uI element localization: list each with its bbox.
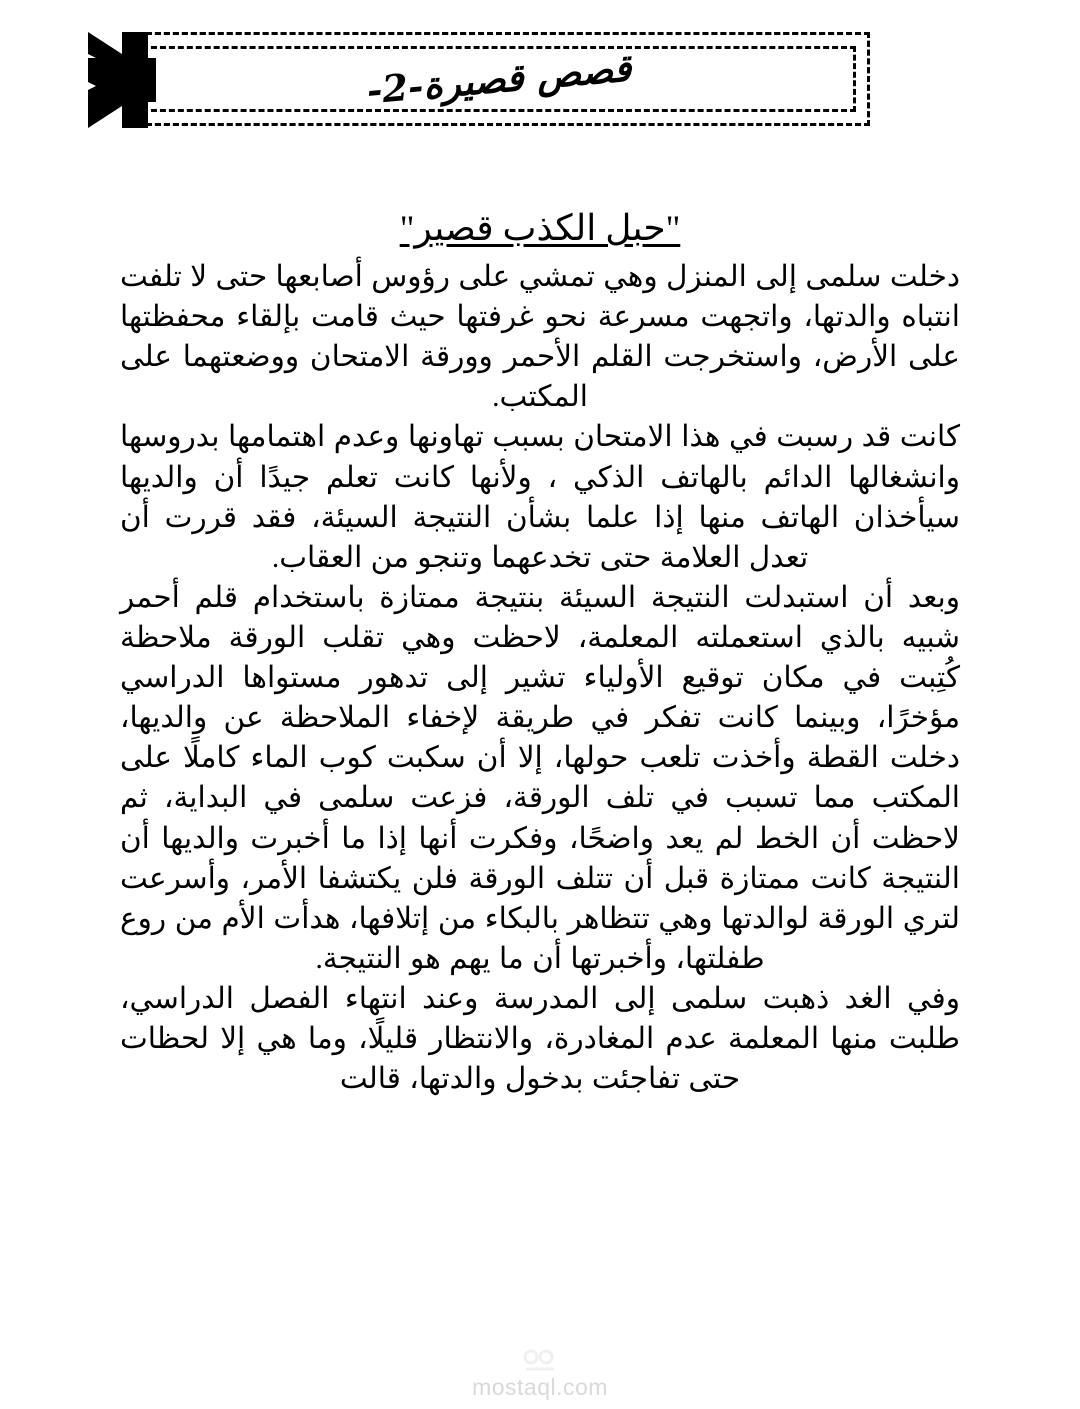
watermark-text: mostaql.com — [472, 1374, 608, 1400]
ribbon-bowtie-icon — [82, 28, 160, 132]
watermark — [0, 1347, 1080, 1401]
page-header — [0, 32, 1080, 142]
story-title-text: "حبل الكذب قصير" — [399, 208, 681, 248]
story-title — [120, 206, 960, 251]
paragraph: وفي الغد ذهبت سلمى إلى المدرسة وعند انتهاء الفصل الدراسي، طلبت منها المعلمة عدم المغادرة، والانتظار قليلًا، وما هي إلا لحظات حتى تفاجئت بدخول والدتها، قالت — [120, 982, 960, 1096]
mostaql-logo-icon — [520, 1347, 560, 1373]
header-frame-outer — [128, 32, 870, 126]
header-title: قصص قصيرة-2- — [364, 45, 634, 113]
paragraph: وبعد أن استبدلت النتيجة السيئة بنتيجة ممتازة باستخدام قلم أحمر شبيه بالذي استعملته المعلمة، لاحظت وهي تقلب الورقة ملاحظة كُتِبت في مكان توقيع الأولياء تشير إلى تدهور مستواها الدراسي مؤخرًا، وبينما كانت تفكر في طريقة لإخفاء الملاحظة عن والديها، دخلت القطة وأخذت تلعب حولها، إلا أن سكبت كوب الماء كاملًا على المكتب مما تسبب في تلف الورقة، فزعت سلمى في البداية، ثم لاحظت أن الخط لم يعد واضحًا، وفكرت أنها إذا ما أخبرت والديها أن النتيجة كانت ممتازة قبل أن تتلف الورقة فلن يكتشفا الأمر، وأسرعت لتري الورقة لوالدتها وهي تتظاهر بالبكاء من إتلافها، هدأت الأم من روع طفلتها، وأخبرتها أن ما يهم هو النتيجة. — [120, 581, 960, 975]
document-body — [120, 206, 960, 1099]
paragraph: دخلت سلمى إلى المنزل وهي تمشي على رؤوس أصابعها حتى لا تلفت انتباه والدتها، واتجهت مسرعة نحو غرفتها حيث قامت بإلقاء محفظتها على الأرض، واستخرجت القلم الأحمر وورقة الامتحان ووضعتهما على المكتب. — [120, 261, 960, 414]
paragraph: كانت قد رسبت في هذا الامتحان بسبب تهاونها وعدم اهتمامها بدروسها وانشغالها الدائم بالهاتف الذكي ، ولأنها كانت تعلم جيدًا أن والديها سيأخذان الهاتف منها إذا علما بشأن النتيجة السيئة، فقد قررت أن تعدل العلامة حتى تخدعهما وتنجو من العقاب. — [120, 421, 960, 574]
